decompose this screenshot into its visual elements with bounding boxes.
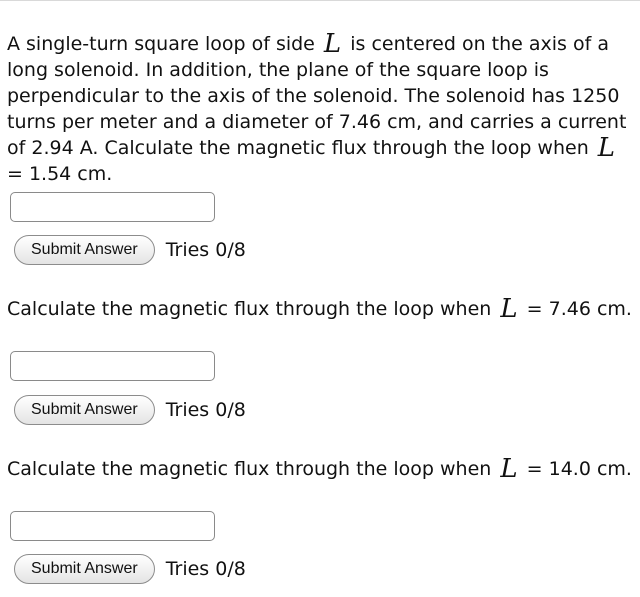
submit-row-1 <box>14 234 246 266</box>
tries-counter-2: Tries 0/8 <box>165 399 246 421</box>
question-2-text-part-b: = 7.46 cm. <box>526 298 632 320</box>
answer-input-2[interactable] <box>10 351 215 381</box>
submit-answer-button-3[interactable]: Submit Answer <box>14 554 155 584</box>
tries-counter-3: Tries 0/8 <box>165 558 246 580</box>
question-1-text-part-c: = 1.54 cm. <box>7 163 113 185</box>
submit-answer-button-1[interactable]: Submit Answer <box>14 235 155 265</box>
variable-l-symbol: L <box>500 454 518 484</box>
answer-input-3[interactable] <box>10 511 215 541</box>
top-divider <box>0 0 640 1</box>
question-1-text <box>7 31 635 187</box>
question-3-text-part-a: Calculate the magnetic flux through the loop when <box>7 458 492 480</box>
question-3-text-part-b: = 14.0 cm. <box>526 458 632 480</box>
variable-l-symbol: L <box>597 133 616 163</box>
question-1-text-part-a: A single-turn square loop of side <box>7 33 315 55</box>
answer-input-1[interactable] <box>10 192 215 222</box>
tries-counter-1: Tries 0/8 <box>165 239 246 261</box>
question-3-text <box>7 456 635 482</box>
variable-l-symbol: L <box>323 29 342 59</box>
submit-row-2 <box>14 394 246 426</box>
submit-answer-button-2[interactable]: Submit Answer <box>14 395 155 425</box>
submit-row-3 <box>14 553 246 585</box>
question-1-text-part-b: is centered on the axis of a long solenoid. In addition, the plane of the square loop is perpendicular to the axis of the solenoid. The solenoid has 1250 turns per meter and a diameter of 7.46 cm, and carries a current of 2.94 A. Calculate the magnetic flux through the loop when <box>7 33 627 159</box>
question-2-text <box>7 296 635 322</box>
question-2-text-part-a: Calculate the magnetic flux through the loop when <box>7 298 492 320</box>
variable-l-symbol: L <box>500 294 518 324</box>
